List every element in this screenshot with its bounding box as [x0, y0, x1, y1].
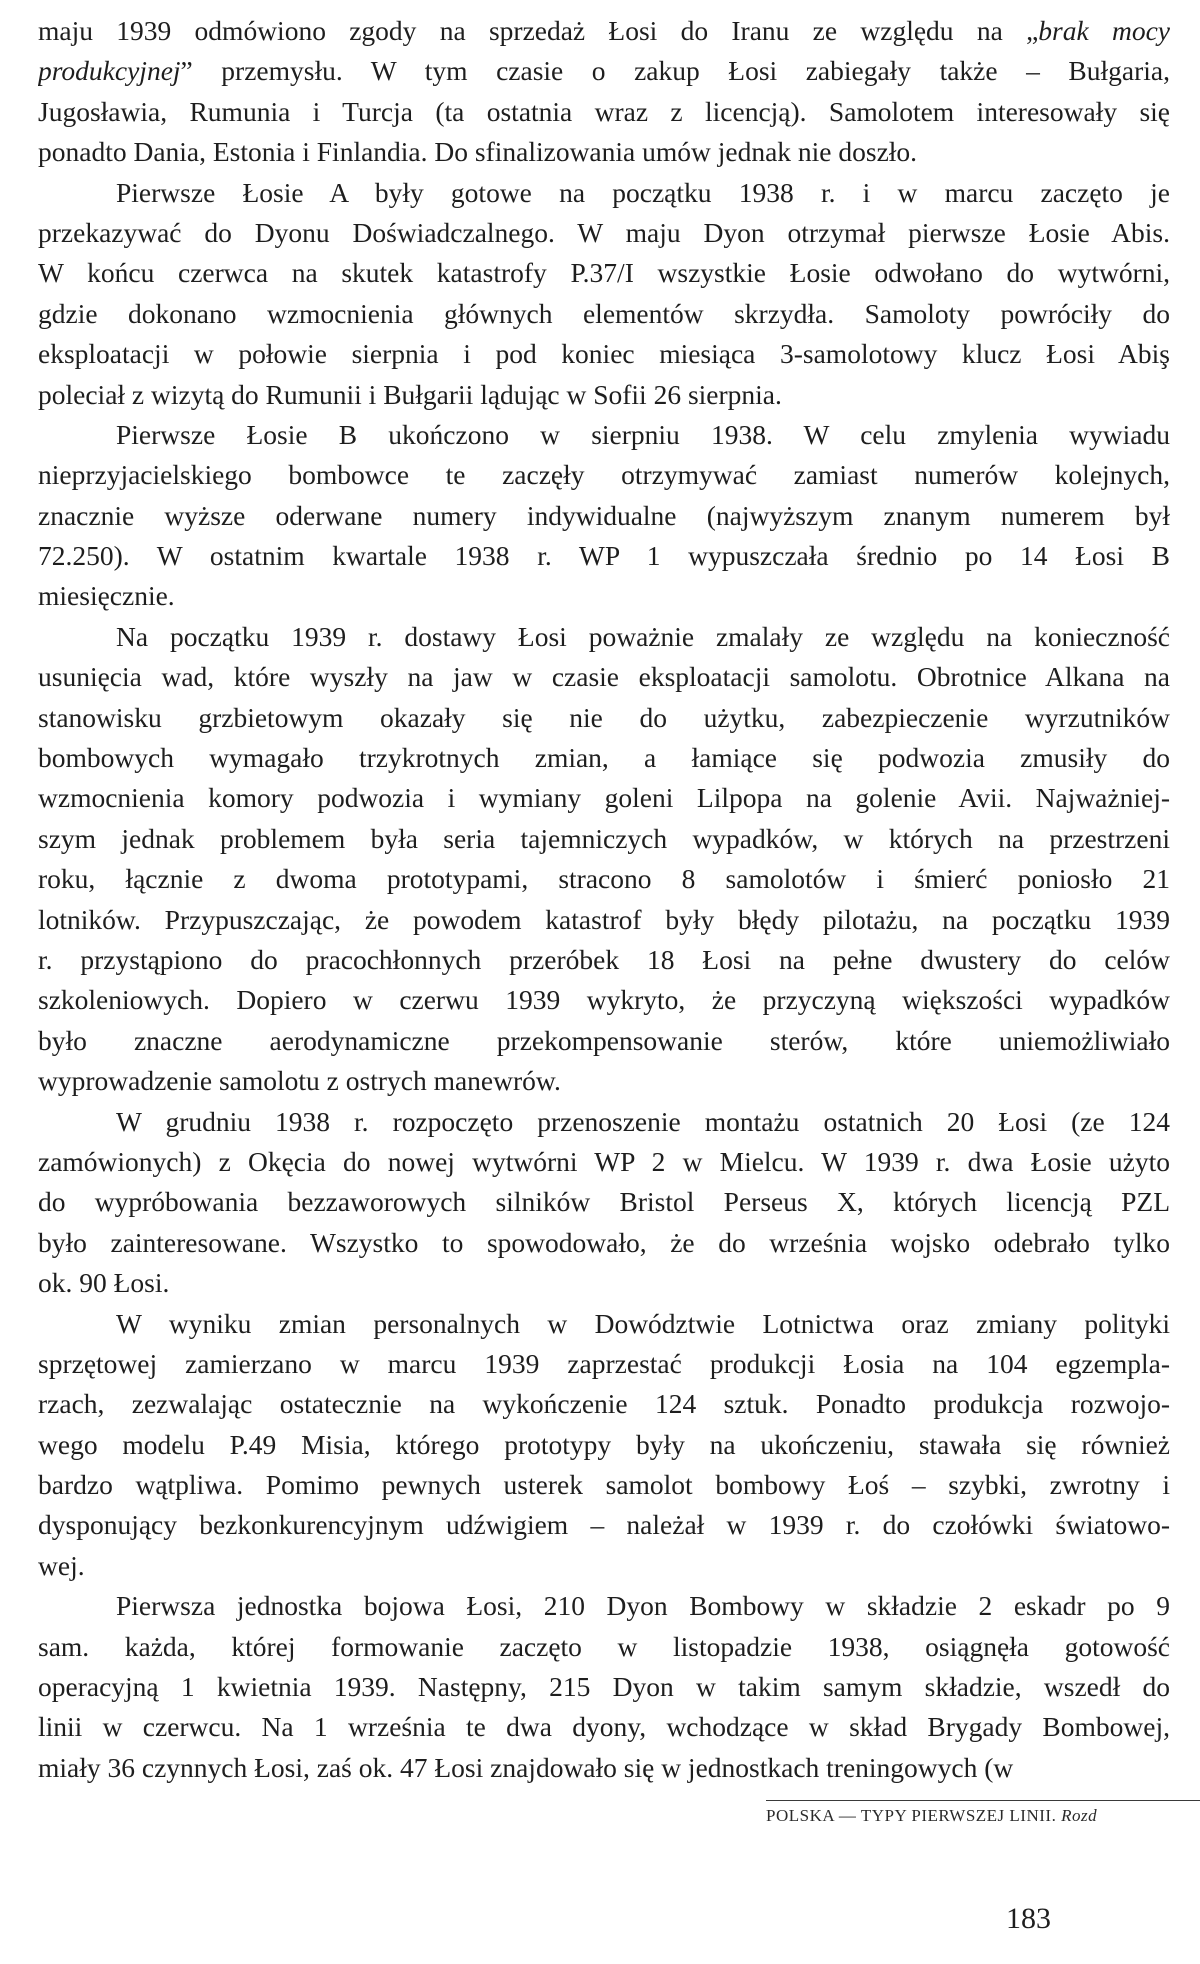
text-line [38, 51, 1170, 91]
text-line [38, 375, 1170, 415]
text-line [38, 859, 1170, 899]
text-run: szym jednak problemem była seria tajemniczych wypadków, w których na przestrzeni [38, 822, 1170, 854]
text-line [38, 819, 1170, 859]
text-line [38, 1263, 1170, 1303]
text-run: znacznie wyższe oderwane numery indywidualne (najwyższym znanym numerem był [38, 499, 1170, 531]
text-run: Na początku 1939 r. dostawy Łosi poważnie zmalały ze względu na konieczność [116, 620, 1170, 652]
text-line [38, 1142, 1170, 1182]
text-line [38, 1304, 1170, 1344]
text-run: operacyjną 1 kwietnia 1939. Następny, 215 Dyon w takim samym składzie, wszedł do [38, 1671, 1170, 1703]
text-run: gdzie dokonano wzmocnienia głównych elementów skrzydła. Samoloty powróciły do [38, 297, 1170, 329]
text-line [38, 1586, 1170, 1626]
text-run: ok. 90 Łosi. [38, 1267, 170, 1299]
text-line [38, 576, 1170, 616]
text-run: rzach, zezwalając ostatecznie na wykończenie 124 sztuk. Ponadto produkcja rozwojo- [38, 1388, 1170, 1420]
running-head-title: POLSKA — TYPY PIERWSZEJ LINII. [766, 1806, 1057, 1825]
text-run: wzmocnienia komory podwozia i wymiany goleni Lilpopa na golenie Avii. Najważniej- [38, 782, 1170, 814]
text-run: miały 36 czynnych Łosi, zaś ok. 47 Łosi znajdowało się w jednostkach treningowych (w [38, 1751, 1014, 1783]
text-line [38, 536, 1170, 576]
text-line [38, 940, 1170, 980]
paragraph [38, 617, 1170, 1102]
text-line [38, 1707, 1170, 1747]
text-run: linii w czerwcu. Na 1 września te dwa dyony, wchodzące w skład Brygady Bombowej, [38, 1711, 1170, 1743]
text-run: było zainteresowane. Wszystko to spowodowało, że do września wojsko odebrało tylko [38, 1226, 1170, 1258]
text-run: przekazywać do Dyonu Doświadczalnego. W maju Dyon otrzymał pierwsze Łosie Abis. [38, 216, 1170, 248]
text-line [38, 617, 1170, 657]
text-run: W grudniu 1938 r. rozpoczęto przenoszenie montażu ostatnich 20 Łosi (ze 124 [116, 1105, 1170, 1137]
text-run: stanowisku grzbietowym okazały się nie do użytku, zabezpieczenie wyrzutników [38, 701, 1170, 733]
text-run: miesięcznie. [38, 580, 175, 612]
text-line [38, 334, 1170, 374]
text-run: ponadto Dania, Estonia i Finlandia. Do sfinalizowania umów jednak nie doszło. [38, 136, 918, 168]
text-run: do wypróbowania bezzaworowych silników Bristol Perseus X, których licencją PZL [38, 1186, 1170, 1218]
paragraph [38, 1586, 1170, 1788]
text-line [38, 1344, 1170, 1384]
text-run: sam. każda, której formowanie zaczęto w listopadzie 1938, osiągnęła gotowość [38, 1630, 1170, 1662]
text-run: było znaczne aerodynamiczne przekompensowanie sterów, które uniemożliwiało [38, 1024, 1170, 1056]
text-run: Jugosławia, Rumunia i Turcja (ta ostatnia wraz z licencją). Samolotem interesowały się [38, 95, 1170, 127]
text-run: usunięcia wad, które wyszły na jaw w czasie eksploatacji samolotu. Obrotnice Alkana na [38, 661, 1170, 693]
text-line [38, 173, 1170, 213]
text-line [38, 1546, 1170, 1586]
text-line [38, 253, 1170, 293]
text-line [38, 1021, 1170, 1061]
text-line [38, 698, 1170, 738]
text-line [38, 1748, 1170, 1788]
text-run: wyprowadzenie samolotu z ostrych manewrów. [38, 1065, 561, 1097]
paragraph [38, 415, 1170, 617]
running-head [766, 1806, 1097, 1826]
text-run: wej. [38, 1549, 85, 1581]
text-line [38, 1102, 1170, 1142]
text-run: Pierwsze Łosie B ukończono w sierpniu 1938. W celu zmylenia wywiadu [116, 418, 1170, 450]
text-line [38, 1465, 1170, 1505]
page-number: 183 [1006, 1902, 1051, 1935]
text-line [38, 1425, 1170, 1465]
text-run: 72.250). W ostatnim kwartale 1938 r. WP 1 wypuszczała średnio po 14 Łosi B [38, 540, 1170, 572]
paragraph [38, 11, 1170, 173]
text-run: zamówionych) z Okęcia do nowej wytwórni WP 2 w Mielcu. W 1939 r. dwa Łosie użyto [38, 1145, 1170, 1177]
footer-rule [766, 1800, 1200, 1801]
text-run: lotników. Przypuszczając, że powodem katastrof były błędy pilotażu, na początku 1939 [38, 903, 1170, 935]
text-run: dysponujący bezkonkurencyjnym udźwigiem – należał w 1939 r. do czołówki światowo- [38, 1509, 1170, 1541]
text-line [38, 1061, 1170, 1101]
text-run: poleciał z wizytą do Rumunii i Bułgarii lądując w Sofii 26 sierpnia. [38, 378, 782, 410]
text-line [38, 415, 1170, 455]
footer [766, 1800, 1200, 1830]
text-run: eksploatacji w połowie sierpnia i pod koniec miesiąca 3-samolotowy klucz Łosi Abiş [38, 338, 1170, 370]
text-run: W wyniku zmian personalnych w Dowództwie Lotnictwa oraz zmiany polityki [116, 1307, 1170, 1339]
text-run: ” przemysłu. W tym czasie o zakup Łosi zabiegały także – Bułgaria, [180, 55, 1170, 87]
body-text [38, 11, 1170, 1788]
text-run: bombowych wymagało trzykrotnych zmian, a łamiące się podwozia zmusiły do [38, 742, 1170, 774]
text-run: roku, łącznie z dwoma prototypami, stracono 8 samolotów i śmierć poniosło 21 [38, 863, 1170, 895]
text-line [38, 778, 1170, 818]
text-run: Pierwsze Łosie A były gotowe na początku 1938 r. i w marcu zaczęto je [116, 176, 1170, 208]
text-line [38, 657, 1170, 697]
italic-text: produkcyjnej [38, 55, 181, 87]
text-line [38, 1505, 1170, 1545]
text-line [38, 1223, 1170, 1263]
text-line [38, 92, 1170, 132]
text-line [38, 496, 1170, 536]
running-head-chapter: Rozd [1061, 1806, 1098, 1825]
text-line [38, 1667, 1170, 1707]
text-run: bardzo wątpliwa. Pomimo pewnych usterek samolot bombowy Łoś – szybki, zwrotny i [38, 1469, 1170, 1501]
text-line [38, 1627, 1170, 1667]
text-line [38, 738, 1170, 778]
text-run: wego modelu P.49 Misia, którego prototypy były na ukończeniu, stawała się również [38, 1428, 1170, 1460]
text-line [38, 213, 1170, 253]
text-run: nieprzyjacielskiego bombowce te zaczęły otrzymywać zamiast numerów kolejnych, [38, 459, 1170, 491]
text-line [38, 132, 1170, 172]
text-line [38, 11, 1170, 51]
text-line [38, 900, 1170, 940]
text-run: Pierwsza jednostka bojowa Łosi, 210 Dyon Bombowy w składzie 2 eskadr po 9 [116, 1590, 1170, 1622]
text-line [38, 980, 1170, 1020]
text-run: sprzętowej zamierzano w marcu 1939 zaprzestać produkcji Łosia na 104 egzempla- [38, 1347, 1170, 1379]
paragraph [38, 173, 1170, 415]
text-run: szkoleniowych. Dopiero w czerwu 1939 wykryto, że przyczyną większości wypadków [38, 984, 1170, 1016]
text-run: r. przystąpiono do pracochłonnych przeróbek 18 Łosi na pełne dwustery do celów [38, 943, 1170, 975]
text-run: maju 1939 odmówiono zgody na sprzedaż Łosi do Iranu ze względu na „ [38, 15, 1039, 46]
paragraph [38, 1304, 1170, 1587]
text-line [38, 294, 1170, 334]
paragraph [38, 1102, 1170, 1304]
text-line [38, 1182, 1170, 1222]
text-run: W końcu czerwca na skutek katastrofy P.37/I wszystkie Łosie odwołano do wytwórni, [38, 257, 1170, 289]
text-line [38, 1384, 1170, 1424]
text-line [38, 455, 1170, 495]
italic-text: brak mocy [1038, 15, 1170, 46]
